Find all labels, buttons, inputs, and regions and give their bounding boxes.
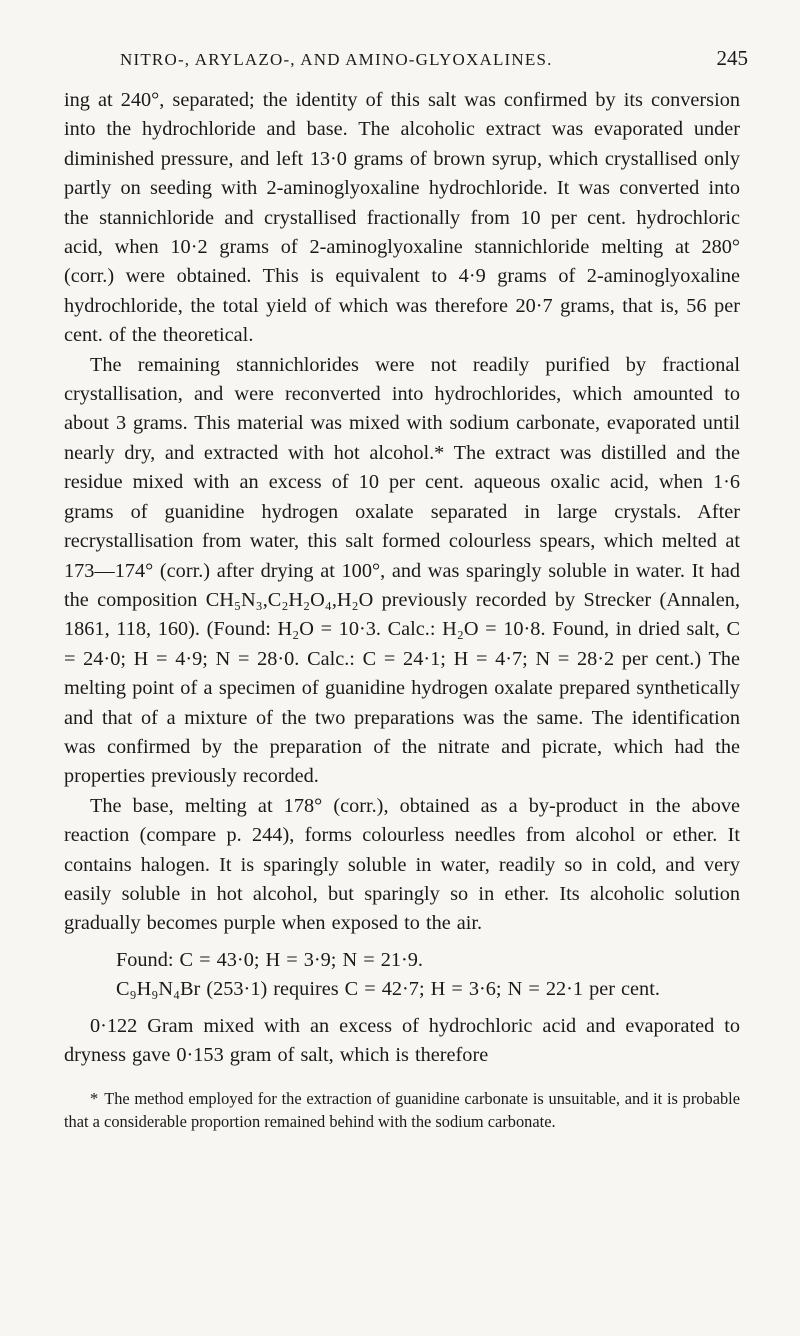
footnote (64, 1088, 740, 1133)
paragraph-2: The remaining stannichlorides were not readily purified by fractional crystallisation, and were reconverted into hydrochlorides, which amounted to about 3 grams. This material was mixed with sodium carbonate, evaporated until nearly dry, and extracted with hot alcohol.* The extract was distilled and the residue mixed with an excess of 10 per cent. aqueous oxalic acid, when 1·6 grams of guanidine hydrogen oxalate separated in large crystals. After recrystallisation from water, this salt formed colourless spears, which melted at 173—174° (corr.) after drying at 100°, and was sparingly soluble in water. It had the composition CH₅N₃,C₂H₂O₄,H₂O previously recorded by Strecker (Annalen, 1861, 118, 160). (Found: H₂O = 10·3. Calc.: H₂O = 10·8. Found, in dried salt, C = 24·0; H = 4·9; N = 28·0. Calc.: C = 24·1; H = 4·7; N = 28·2 per cent.) The melting point of a specimen of guanidine hydrogen oxalate prepared synthetically and that of a mixture of the two preparations was the same. The identification was confirmed by the preparation of the nitrate and picrate, which had the properties previously recorded. (64, 353, 740, 788)
footnote-mark: * (90, 1089, 99, 1109)
paragraph-1: ing at 240°, separated; the identity of this salt was confirmed by its conversion into the hydrochloride and base. The alcoholic extract was evaporated under diminished pressure, and left 13·0 grams of brown syrup, which crystallised only partly on seeding with 2-aminoglyoxaline hydrochloride. It was converted into the stannichloride and crystallised fractionally from 10 per cent. hydrochloric acid, when 10·2 grams of 2-aminoglyoxaline stannichloride melting at 280° (corr.) were obtained. This is equivalent to 4·9 grams of 2-aminoglyoxaline hydrochloride, the total yield of which was therefore 20·7 grams, that is, 56 per cent. of the theoretical. (64, 89, 740, 347)
running-title: NITRO-, ARYLAZO-, AND AMINO-GLYOXALINES. (120, 50, 553, 69)
article-body (64, 86, 740, 1070)
page-header (64, 0, 748, 86)
paragraph-3: The base, melting at 178° (corr.), obtained as a by-product in the above reaction (compare p. 244), forms colourless needles from alcohol or ether. It contains halogen. It is sparingly soluble in water, readily so in cold, and very easily soluble in hot alcohol, but sparingly so in ether. Its alcoholic solution gradually becomes purple when exposed to the air. (64, 794, 740, 935)
footnote-text: The method employed for the extraction of guanidine carbonate is unsuitable, and it is probable that a considerable proportion remained behind with the sodium carbonate. (64, 1089, 740, 1131)
analysis-requires-line: C₉H₉N₄Br (253·1) requires C = 42·7; H = 3·6; N = 22·1 per cent. (116, 978, 660, 1001)
analysis-found-line: Found: C = 43·0; H = 3·9; N = 21·9. (116, 948, 423, 971)
page (64, 0, 748, 1133)
page-number: 245 (716, 46, 748, 70)
paragraph-4: 0·122 Gram mixed with an excess of hydrochloric acid and evaporated to dryness gave 0·153 gram of salt, which is therefore (64, 1014, 740, 1066)
